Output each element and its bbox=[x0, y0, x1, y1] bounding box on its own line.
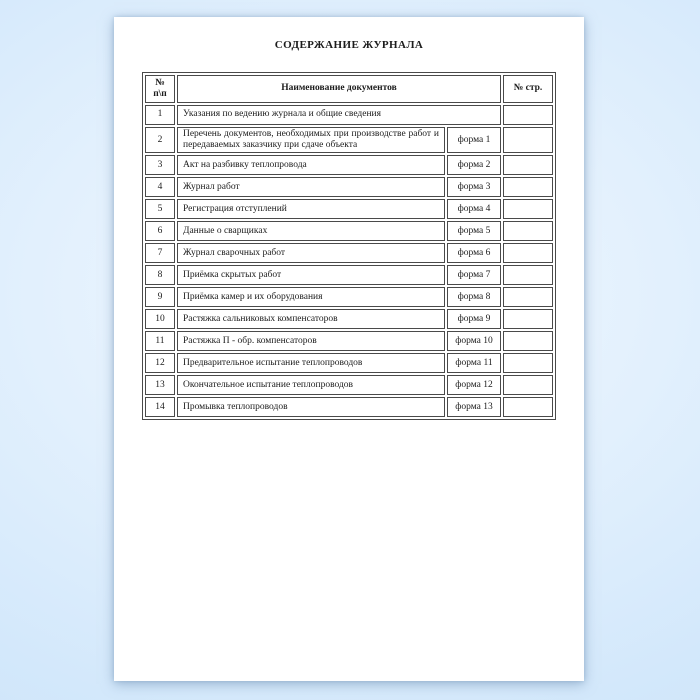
table-row bbox=[145, 353, 553, 373]
table-row bbox=[145, 265, 553, 285]
document-name-cell: Регистрация отступлений bbox=[177, 199, 445, 219]
document-page bbox=[114, 17, 584, 681]
row-number-cell: 9 bbox=[145, 287, 175, 307]
row-number-cell: 2 bbox=[145, 127, 175, 153]
row-number-cell: 14 bbox=[145, 397, 175, 417]
row-number-cell: 12 bbox=[145, 353, 175, 373]
document-name-cell: Растяжка П - обр. компенсаторов bbox=[177, 331, 445, 351]
form-cell: форма 8 bbox=[447, 287, 501, 307]
document-title: СОДЕРЖАНИЕ ЖУРНАЛА bbox=[274, 39, 424, 51]
header-number-line1: № bbox=[155, 77, 165, 88]
row-number-cell: 13 bbox=[145, 375, 175, 395]
document-name-cell: Растяжка сальниковых компенсаторов bbox=[177, 309, 445, 329]
form-cell: форма 6 bbox=[447, 243, 501, 263]
document-name-cell: Акт на разбивку теплопровода bbox=[177, 155, 445, 175]
table-row bbox=[145, 243, 553, 263]
page-number-cell bbox=[503, 177, 553, 197]
row-number-cell: 5 bbox=[145, 199, 175, 219]
contents-table bbox=[142, 72, 556, 420]
page-number-cell bbox=[503, 397, 553, 417]
form-cell: форма 2 bbox=[447, 155, 501, 175]
row-number-cell: 4 bbox=[145, 177, 175, 197]
table-row bbox=[145, 155, 553, 175]
form-cell: форма 13 bbox=[447, 397, 501, 417]
page-number-cell bbox=[503, 309, 553, 329]
form-cell: форма 12 bbox=[447, 375, 501, 395]
page-number-cell bbox=[503, 265, 553, 285]
page-number-cell bbox=[503, 127, 553, 153]
form-cell: форма 3 bbox=[447, 177, 501, 197]
page-number-cell bbox=[503, 331, 553, 351]
contents-table-header bbox=[145, 75, 553, 103]
header-cell-name: Наименование документов bbox=[177, 75, 501, 103]
document-name-cell: Данные о сварщиках bbox=[177, 221, 445, 241]
row-number-cell: 6 bbox=[145, 221, 175, 241]
row-number-cell: 10 bbox=[145, 309, 175, 329]
header-cell-number bbox=[145, 75, 175, 103]
document-name-cell: Промывка теплопроводов bbox=[177, 397, 445, 417]
document-name-cell: Окончательное испытание теплопроводов bbox=[177, 375, 445, 395]
table-row bbox=[145, 331, 553, 351]
table-row bbox=[145, 287, 553, 307]
page-number-cell bbox=[503, 199, 553, 219]
form-cell: форма 5 bbox=[447, 221, 501, 241]
table-row bbox=[145, 397, 553, 417]
table-row bbox=[145, 199, 553, 219]
form-cell: форма 7 bbox=[447, 265, 501, 285]
header-number-line2: п\п bbox=[153, 89, 167, 99]
page-number-cell bbox=[503, 105, 553, 125]
document-name-cell: Журнал сварочных работ bbox=[177, 243, 445, 263]
table-row bbox=[145, 177, 553, 197]
table-row bbox=[145, 127, 553, 153]
document-name-cell: Журнал работ bbox=[177, 177, 445, 197]
row-number-cell: 3 bbox=[145, 155, 175, 175]
row-number-cell: 1 bbox=[145, 105, 175, 125]
document-name-cell: Предварительное испытание теплопроводов bbox=[177, 353, 445, 373]
document-name-cell: Указания по ведению журнала и общие сведения bbox=[177, 105, 501, 125]
document-name-cell: Приёмка скрытых работ bbox=[177, 265, 445, 285]
contents-table-body bbox=[145, 105, 553, 417]
table-row bbox=[145, 221, 553, 241]
form-cell: форма 1 bbox=[447, 127, 501, 153]
page-number-cell bbox=[503, 155, 553, 175]
form-cell: форма 10 bbox=[447, 331, 501, 351]
form-cell: форма 9 bbox=[447, 309, 501, 329]
header-cell-page: № стр. bbox=[503, 75, 553, 103]
document-name-cell: Приёмка камер и их оборудования bbox=[177, 287, 445, 307]
table-row bbox=[145, 105, 553, 125]
page-number-cell bbox=[503, 353, 553, 373]
document-name-cell: Перечень документов, необходимых при производстве работ и передаваемых заказчику при сдаче объекта bbox=[177, 127, 445, 153]
row-number-cell: 11 bbox=[145, 331, 175, 351]
form-cell: форма 11 bbox=[447, 353, 501, 373]
page-number-cell bbox=[503, 221, 553, 241]
row-number-cell: 7 bbox=[145, 243, 175, 263]
row-number-cell: 8 bbox=[145, 265, 175, 285]
page-number-cell bbox=[503, 243, 553, 263]
page-number-cell bbox=[503, 375, 553, 395]
table-row bbox=[145, 375, 553, 395]
form-cell: форма 4 bbox=[447, 199, 501, 219]
header-row bbox=[145, 75, 553, 103]
page-number-cell bbox=[503, 287, 553, 307]
table-row bbox=[145, 309, 553, 329]
